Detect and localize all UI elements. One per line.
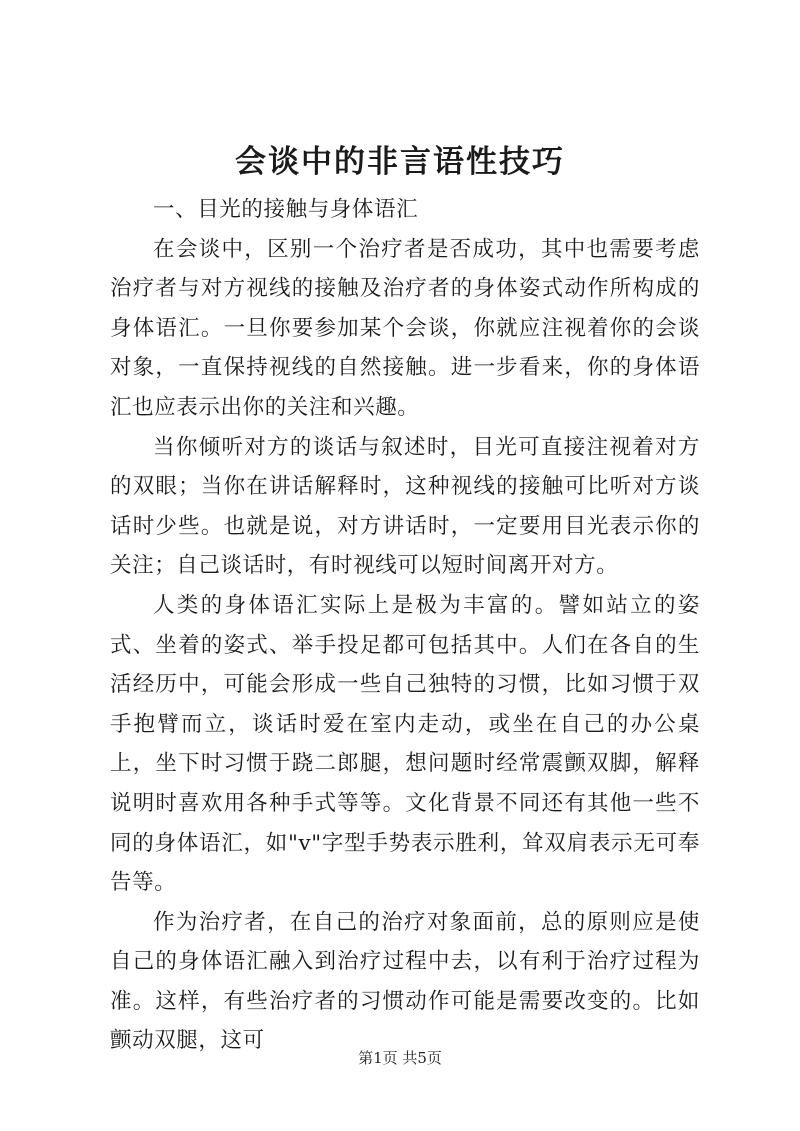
page-number-indicator: 第1页 共5页 <box>358 1049 442 1067</box>
body-paragraph: 作为治疗者，在自己的治疗对象面前，总的原则应是使自己的身体语汇融入到治疗过程中去，以有利于治疗过程为准。这样，有些治疗者的习惯动作可能是需要改变的。比如颤动双腿，这可 <box>110 909 700 1054</box>
body-paragraph: 在会谈中，区别一个治疗者是否成功，其中也需要考虑治疗者与对方视线的接触及治疗者的身体姿式动作所构成的身体语汇。一旦你要参加某个会谈，你就应注视着你的会谈对象，一直保持视线的自然接触。进一步看来，你的身体语汇也应表示出你的关注和兴趣。 <box>110 236 700 420</box>
document-title: 会谈中的非言语性技巧 <box>235 144 565 180</box>
section-heading: 一、目光的接触与身体语汇 <box>153 197 419 222</box>
page-footer <box>0 1047 800 1069</box>
body-paragraph: 当你倾听对方的谈话与叙述时，目光可直接注视着对方的双眼；当你在讲话解释时，这种视线的接触可比听对方谈话时少些。也就是说，对方讲话时，一定要用目光表示你的关注；自己谈话时，有时视线可以短时间离开对方。 <box>110 434 700 579</box>
body-paragraph: 人类的身体语汇实际上是极为丰富的。譬如站立的姿式、坐着的姿式、举手投足都可包括其中。人们在各自的生活经历中，可能会形成一些自己独特的习惯，比如习惯于双手抱臂而立，谈话时爱在室内走动，或坐在自己的办公桌上，坐下时习惯于跷二郎腿，想问题时经常震颤双脚，解释说明时喜欢用各种手式等等。文化背景不同还有其他一些不同的身体语汇，如"v"字型手势表示胜利，耸双肩表示无可奉告等。 <box>110 592 700 896</box>
document-body <box>110 190 700 1061</box>
